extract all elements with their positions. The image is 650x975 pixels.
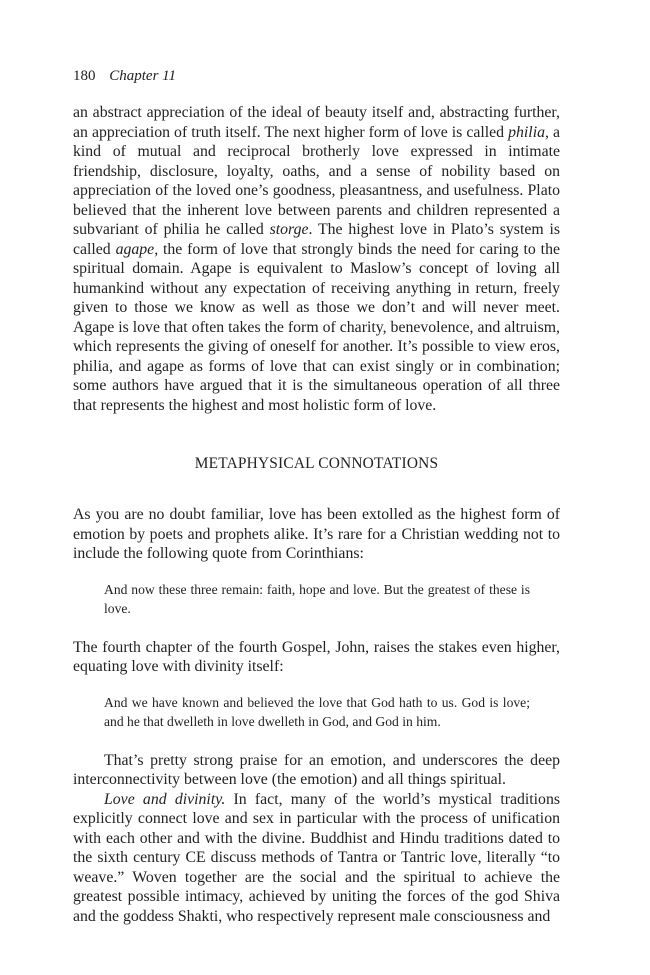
body-paragraph xyxy=(73,103,560,415)
block-quote: And we have known and believed the love that God hath to us. God is love; and he that dwelleth in love dwelleth in God, and God in him. xyxy=(104,694,530,729)
book-page xyxy=(73,66,560,926)
running-head xyxy=(73,66,560,86)
spacer xyxy=(73,732,560,751)
spacer xyxy=(73,677,560,693)
page-number: 180 xyxy=(73,68,96,84)
body-paragraph xyxy=(73,790,560,927)
run-in-heading: Love and divinity. xyxy=(104,790,226,808)
body-paragraph: As you are no doubt familiar, love has been extolled as the highest form of emotion by poets and prophets alike. It’s rare for a Christian wedding not to include the following quote from Corinthians: xyxy=(73,506,560,562)
text-run: In fact, many of the world’s mystical traditions explicitly connect love and sex in particular with the process of unification with each other and with the divine. Buddhist and Hindu traditions dated to the sixth century CE discuss methods of Tantra or Tantric love, literally “to weave.” Woven together are the social and the spiritual to achieve the greatest possible intimacy, achieved by uniting the forces of the god Shiva and the goddess Shakti, who respectively represent male consciousness and xyxy=(73,790,560,925)
text-run: , a kind of mutual and reciprocal brotherly love expressed in intimate friendship, disclosure, loyalty, oaths, and a sense of nobility based on appreciation of the loved one’s goodness, pleasantness, and usefulness. Plato believed that the inherent love between parents and children represented a subvariant of philia he called xyxy=(73,123,560,238)
body-paragraph: That’s pretty strong praise for an emotion, and underscores the deep interconnectivity between love (the emotion) and all things spiritual. xyxy=(73,751,560,788)
section-heading: METAPHYSICAL CONNOTATIONS xyxy=(194,455,439,472)
text-run: , the form of love that strongly binds the need for caring to the spiritual domain. Agape is equivalent to Maslow’s concept of loving all humankind without any expectation of receiving anything in return, freely given to those we know as well as those we don’t and will never meet. Agape is love that often takes the form of charity, benevolence, and altruism, which represents the giving of oneself for another. It’s possible to view eros, philia, and agape as forms of love that can exist singly or in combination; some authors have argued that it is the simultaneous operation of all three that represents the highest and most holistic form of love. xyxy=(73,240,560,414)
spacer xyxy=(73,619,560,638)
text-run: an abstract appreciation of the ideal of beauty itself and, abstracting further, an appreciation of truth itself. The next higher form of love is called xyxy=(73,104,560,141)
term-philia: philia xyxy=(508,123,545,141)
spacer xyxy=(73,564,560,580)
term-agape: agape xyxy=(115,240,155,258)
block-quote: And now these three remain: faith, hope and love. But the greatest of these is love. xyxy=(104,581,530,616)
body-paragraph: The fourth chapter of the fourth Gospel, John, raises the stakes even higher, equating love with divinity itself: xyxy=(73,638,560,675)
term-storge: storge xyxy=(269,221,309,238)
text-run: . The highest love in Plato’s system is called xyxy=(73,221,560,258)
chapter-title: Chapter 11 xyxy=(109,68,177,84)
